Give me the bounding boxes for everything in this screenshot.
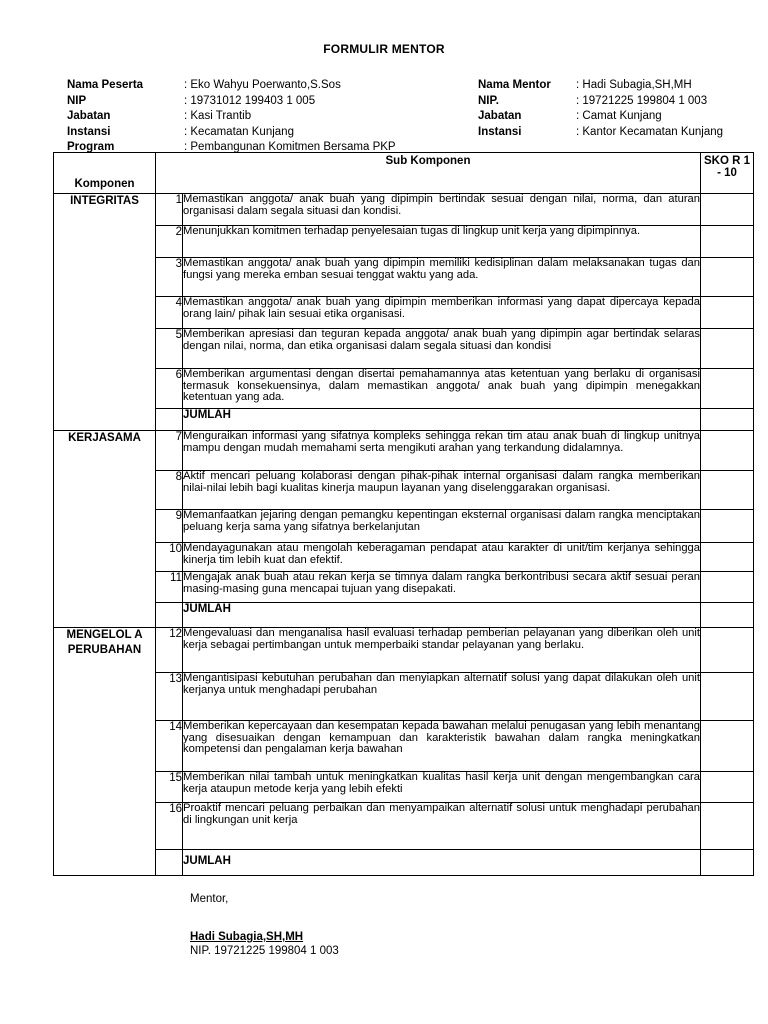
label-nip: NIP — [67, 94, 87, 107]
item-number: 1 — [156, 194, 183, 226]
score-cell[interactable] — [701, 721, 754, 772]
item-number: 3 — [156, 258, 183, 297]
label-mentor-instansi: Instansi — [478, 125, 522, 138]
score-cell[interactable] — [701, 329, 754, 369]
item-text: Memanfaatkan jejaring dengan pemangku kepentingan eksternal organisasi dalam rangka menciptakan peluang kerja sama yang sifatnya berkelanjutan — [183, 510, 701, 543]
item-number: 7 — [156, 431, 183, 471]
item-text: Aktif mencari peluang kolaborasi dengan pihak-pihak internal organisasi dalam rangka memberikan nilai-nilai lebih bagi kualitas kinerja maupun layanan yang diselenggarakan organisasi. — [183, 471, 701, 510]
item-text: Memberikan apresiasi dan teguran kepada anggota/ anak buah yang dipimpin agar bertindak selaras dengan nilai, norma, dan etika organisasi dalam segala situasi dan kondisi — [183, 329, 701, 369]
total-score-cell[interactable] — [701, 409, 754, 431]
form-title: FORMULIR MENTOR — [323, 42, 445, 56]
value-mentor-nip: : 19721225 199804 1 003 — [576, 94, 708, 107]
score-cell[interactable] — [701, 431, 754, 471]
value-nama-peserta: : Eko Wahyu Poerwanto,S.Sos — [184, 79, 341, 91]
value-mentor-jabatan: : Camat Kunjang — [576, 110, 662, 122]
item-number: 2 — [156, 226, 183, 258]
item-text: Mengevaluasi dan menganalisa hasil evaluasi terhadap pemberian pelayanan yang diberikan oleh unit kerja sebagai pertimbangan untuk memperbaiki standar pelayanan yang berlaku. — [183, 628, 701, 673]
mentor-signature-name: Hadi Subagia,SH,MH — [190, 931, 304, 943]
score-cell[interactable] — [701, 258, 754, 297]
item-number: 9 — [156, 510, 183, 543]
mentor-signature-nip: NIP. 19721225 199804 1 003 — [190, 945, 339, 957]
item-text: Mendayagunakan atau mengolah keberagaman pendapat atau karakter di unit/tim kerjanya sehingga kinerja tim lebih kuat dan efektif. — [183, 543, 701, 572]
item-text: Memberikan kepercayaan dan kesempatan kepada bawahan melalui penugasan yang lebih menantang yang disesuaikan dengan kemampuan dan karakteristik bawahan dalam rangka meningkatkan kompetensi dan pengalaman kerja bawahan — [183, 721, 701, 772]
header-skor: SKO R 1 - 10 — [701, 153, 754, 194]
item-text: Memberikan nilai tambah untuk meningkatkan kualitas hasil kerja unit dengan mengembangkan cara kerja ataupun metode kerja yang lebih efekti — [183, 772, 701, 803]
item-number: 5 — [156, 329, 183, 369]
score-cell[interactable] — [701, 572, 754, 603]
score-cell[interactable] — [701, 369, 754, 409]
item-number: 15 — [156, 772, 183, 803]
score-cell[interactable] — [701, 471, 754, 510]
mentor-label: Mentor, — [190, 893, 229, 905]
label-mentor-jabatan: Jabatan — [478, 110, 522, 122]
value-jabatan: : Kasi Trantib — [184, 110, 252, 122]
label-mentor-nip: NIP. — [478, 94, 499, 107]
total-score-cell[interactable] — [701, 603, 754, 628]
item-text: Menunjukkan komitmen terhadap penyelesaian tugas di lingkup unit kerja yang dipimpinnya. — [183, 226, 701, 258]
item-text: Mengantisipasi kebutuhan perubahan dan menyiapkan alternatif solusi yang dapat dilakukan oleh unit kerjanya untuk menghadapi perubahan — [183, 673, 701, 721]
label-nama-peserta: Nama Peserta — [67, 79, 144, 91]
score-cell[interactable] — [701, 510, 754, 543]
participant-header — [0, 78, 768, 158]
item-number: 13 — [156, 673, 183, 721]
item-text: Memastikan anggota/ anak buah yang dipimpin memberikan informasi yang dapat dipercaya kepada orang lain/ pihak lain sesuai etika organisasi. — [183, 297, 701, 329]
item-number: 14 — [156, 721, 183, 772]
item-number: 10 — [156, 543, 183, 572]
jumlah-label: JUMLAH — [183, 603, 701, 628]
value-instansi: : Kecamatan Kunjang — [184, 125, 294, 138]
item-number: 11 — [156, 572, 183, 603]
item-number: 12 — [156, 628, 183, 673]
header-sub-komponen: Sub Komponen — [156, 153, 701, 194]
total-score-cell[interactable] — [701, 850, 754, 876]
score-cell[interactable] — [701, 297, 754, 329]
score-cell[interactable] — [701, 772, 754, 803]
label-jabatan: Jabatan — [67, 110, 111, 122]
item-number: 8 — [156, 471, 183, 510]
component-mengelola-perubahan: MENGELOL A PERUBAHAN — [54, 628, 156, 876]
value-nip: : 19731012 199403 1 005 — [184, 94, 316, 107]
label-nama-mentor: Nama Mentor — [478, 79, 551, 91]
score-cell[interactable] — [701, 194, 754, 226]
jumlah-label: JUMLAH — [183, 409, 701, 431]
signature-block — [190, 892, 339, 958]
score-cell[interactable] — [701, 803, 754, 850]
label-program: Program — [67, 141, 115, 153]
item-number: 16 — [156, 803, 183, 850]
label-instansi: Instansi — [67, 125, 111, 138]
item-text: Menguraikan informasi yang sifatnya kompleks sehingga rekan tim atau anak buah di lingkup unitnya mampu dengan mudah memahami serta mengikuti arahan yang terkandung didalamnya. — [183, 431, 701, 471]
header-komponen: Komponen — [54, 153, 156, 194]
component-integritas: INTEGRITAS — [54, 194, 156, 431]
value-nama-mentor: : Hadi Subagia,SH,MH — [576, 79, 692, 91]
assessment-table — [53, 152, 754, 876]
item-number: 6 — [156, 369, 183, 409]
score-cell[interactable] — [701, 628, 754, 673]
jumlah-label: JUMLAH — [183, 850, 701, 876]
score-cell[interactable] — [701, 673, 754, 721]
item-text: Proaktif mencari peluang perbaikan dan menyampaikan alternatif solusi untuk menghadapi perubahan di lingkungan unit kerja — [183, 803, 701, 850]
value-mentor-instansi: : Kantor Kecamatan Kunjang — [576, 125, 724, 138]
item-text: Memberikan argumentasi dengan disertai pemahamannya atas ketentuan yang berlaku di organisasi termasuk konsekuensinya, dalam memastikan anggota/ anak buah yang dipimpin menegakkan ketentuan yang ada. — [183, 369, 701, 409]
item-text: Memastikan anggota/ anak buah yang dipimpin bertindak sesuai dengan nilai, norma, dan aturan organisasi dalam segala situasi dan kondisi. — [183, 194, 701, 226]
score-cell[interactable] — [701, 226, 754, 258]
component-kerjasama: KERJASAMA — [54, 431, 156, 628]
item-number: 4 — [156, 297, 183, 329]
item-text: Memastikan anggota/ anak buah yang dipimpin memiliki kedisiplinan dalam melaksanakan tugas dan fungsi yang mereka emban sesuai tenggat waktu yang ada. — [183, 258, 701, 297]
item-text: Mengajak anak buah atau rekan kerja se timnya dalam rangka berkontribusi secara aktif sesuai peran masing-masing guna mencapai tujuan yang disepakati. — [183, 572, 701, 603]
value-program: : Pembangunan Komitmen Bersama PKP — [184, 141, 396, 153]
score-cell[interactable] — [701, 543, 754, 572]
